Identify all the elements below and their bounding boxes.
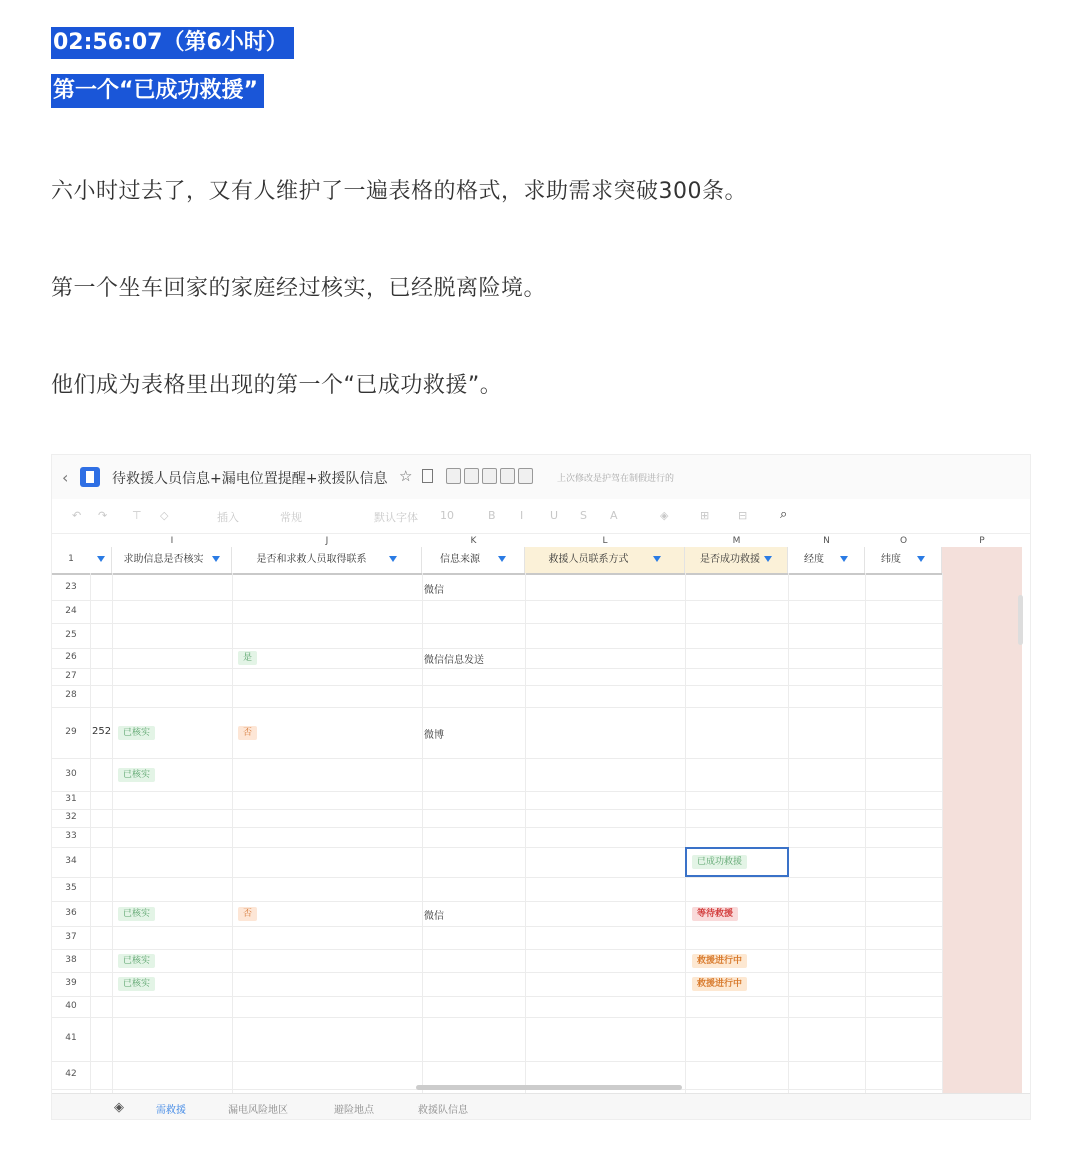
search-icon[interactable]: ⌕ (780, 507, 788, 522)
header-label: 是否和求救人员取得联系 (256, 554, 367, 565)
header-verified[interactable] (112, 547, 232, 573)
row-number[interactable]: 23 (65, 581, 77, 592)
avatar (446, 468, 461, 484)
avatar (500, 468, 515, 484)
header-longitude[interactable] (788, 547, 865, 573)
grid-line (90, 573, 91, 1093)
row-divider (52, 668, 942, 669)
grid-line (865, 573, 866, 1093)
filter-icon[interactable] (97, 556, 105, 562)
column-letter-j[interactable]: J (325, 536, 329, 546)
status-tag[interactable]: 救援进行中 (692, 977, 747, 991)
tab-leakage-risk[interactable]: 漏电风险地区 (228, 1105, 288, 1116)
insert-button[interactable]: 插入 (217, 511, 239, 524)
sheet-tab-bar (52, 1093, 1030, 1120)
filter-icon[interactable] (653, 556, 661, 562)
row-divider (52, 926, 942, 927)
row-number[interactable]: 29 (65, 726, 77, 737)
status-tag[interactable]: 否 (238, 907, 257, 921)
horizontal-scrollbar[interactable] (416, 1085, 682, 1090)
row-divider (52, 1061, 942, 1062)
grid-line (685, 573, 686, 1093)
row-divider (52, 972, 942, 973)
column-letter-i[interactable]: I (170, 536, 174, 546)
tab-shelters[interactable]: 避险地点 (334, 1105, 374, 1116)
fill-color-icon[interactable]: ◈ (660, 509, 669, 522)
row-divider (52, 758, 942, 759)
header-label: 纬度 (881, 554, 901, 565)
row-divider (52, 877, 942, 878)
header-label: 是否成功救援 (700, 554, 760, 565)
header-label: 信息来源 (440, 554, 480, 565)
save-status: 上次修改是护驾在制假进行的 (557, 474, 675, 484)
vertical-scrollbar[interactable] (1018, 595, 1023, 645)
header-divider (52, 573, 942, 575)
row-number[interactable]: 30 (65, 768, 77, 779)
avatar (518, 468, 533, 484)
filter-icon[interactable] (764, 556, 772, 562)
column-p-fill (942, 547, 1022, 1097)
row-number[interactable]: 41 (65, 1033, 77, 1043)
row-divider (52, 791, 942, 792)
status-tag[interactable]: 是 (238, 651, 257, 665)
row-number[interactable]: 26 (65, 652, 77, 662)
row-divider (52, 623, 942, 624)
row-divider (52, 809, 942, 810)
filter-cell-h[interactable] (90, 547, 112, 573)
filter-icon[interactable] (389, 556, 397, 562)
clear-format-icon[interactable]: ◇ (160, 509, 169, 522)
status-tag[interactable]: 已核实 (118, 977, 155, 991)
header-rescued[interactable] (685, 547, 788, 573)
row-divider (52, 996, 942, 997)
paragraph-3: 他们成为表格里出现的第一个“已成功救援”。 (51, 373, 503, 398)
selected-cell[interactable] (685, 847, 789, 877)
row-number[interactable]: 42 (65, 1069, 77, 1079)
header-label: 求助信息是否核实 (123, 554, 204, 565)
tab-need-rescue[interactable]: 需救援 (156, 1101, 186, 1120)
row-divider (52, 600, 942, 601)
row-divider (52, 648, 942, 649)
column-letter-k[interactable]: K (470, 536, 477, 546)
row-number[interactable]: 37 (65, 931, 77, 942)
row-number[interactable]: 36 (65, 907, 77, 918)
grid-line (112, 573, 113, 1093)
row-divider (52, 847, 942, 848)
filter-icon[interactable] (498, 556, 506, 562)
merge-icon[interactable]: ⊟ (738, 509, 748, 522)
back-icon[interactable]: ‹ (62, 468, 69, 487)
undo-icon[interactable]: ↶ (72, 509, 82, 522)
column-letter-n[interactable]: N (823, 536, 830, 546)
row-number[interactable]: 25 (65, 629, 77, 640)
app-logo-icon (80, 467, 100, 487)
column-letter-p[interactable]: P (979, 536, 985, 546)
header-label: 经度 (804, 554, 824, 565)
toolbar (52, 499, 1030, 534)
document-icon[interactable] (422, 469, 433, 483)
time-heading: 02:56:07（第6小时） (51, 27, 294, 59)
strikethrough-button[interactable]: S (580, 509, 587, 522)
text-color-button[interactable]: A (610, 509, 618, 522)
row-divider (52, 707, 942, 708)
row-number[interactable]: 28 (65, 690, 77, 700)
avatar (482, 468, 497, 484)
filter-icon[interactable] (917, 556, 925, 562)
paragraph-1: 六小时过去了，又有人维护了一遍表格的格式，求助需求突破300条。 (51, 179, 747, 204)
status-tag[interactable]: 已成功救援 (692, 855, 747, 869)
header-label: 救援人员联系方式 (548, 554, 629, 565)
title-bar (52, 455, 1030, 499)
row-divider (52, 949, 942, 950)
font-select[interactable]: 默认字体 (374, 511, 418, 524)
row-number[interactable]: 40 (65, 1000, 77, 1011)
collaborator-avatars[interactable] (446, 468, 533, 484)
row-number[interactable]: 38 (65, 954, 77, 965)
layers-icon[interactable]: ◈ (114, 1100, 124, 1115)
format-painter-icon[interactable]: ⊤ (132, 509, 142, 522)
header-latitude[interactable] (865, 547, 942, 573)
status-tag[interactable]: 已核实 (118, 954, 155, 968)
redo-icon[interactable]: ↷ (98, 509, 108, 522)
row-number[interactable]: 31 (65, 794, 77, 804)
bold-button[interactable]: B (488, 509, 496, 522)
grid-line (942, 573, 943, 1093)
cell-source[interactable]: 微博 (424, 729, 444, 741)
grid-line (232, 573, 233, 1093)
italic-button[interactable]: I (520, 509, 524, 522)
row-number[interactable]: 27 (65, 670, 77, 681)
row-number[interactable]: 1 (68, 554, 74, 564)
grid-line (525, 573, 526, 1093)
row-number[interactable]: 34 (65, 856, 77, 866)
status-tag[interactable]: 已核实 (118, 768, 155, 782)
status-tag[interactable]: 否 (238, 726, 257, 740)
column-letter-m[interactable]: M (732, 536, 741, 546)
border-icon[interactable]: ⊞ (700, 509, 710, 522)
row-number[interactable]: 33 (65, 831, 77, 841)
status-tag[interactable]: 救援进行中 (692, 954, 747, 968)
star-icon[interactable]: ☆ (399, 467, 413, 485)
row-divider (52, 901, 942, 902)
row-number[interactable]: 32 (65, 812, 77, 822)
underline-button[interactable]: U (550, 509, 559, 522)
row-number[interactable]: 24 (65, 605, 77, 616)
document-title: 待救援人员信息+漏电位置提醒+救援队信息 (112, 471, 388, 487)
grid-line (422, 573, 423, 1093)
row-number[interactable]: 35 (65, 883, 77, 893)
grid-line (788, 573, 789, 1093)
cell-source[interactable]: 微信信息发送 (424, 655, 484, 666)
status-tag[interactable]: 已核实 (118, 726, 155, 740)
font-size-select[interactable]: 10 (440, 509, 454, 522)
header-rescuer-contact[interactable] (525, 547, 685, 573)
header-contacted[interactable] (232, 547, 422, 573)
column-letter-o[interactable]: O (899, 536, 908, 546)
event-heading: 第一个“已成功救援” (51, 74, 264, 108)
row-number[interactable]: 39 (65, 978, 77, 988)
header-source[interactable] (422, 547, 525, 573)
avatar (464, 468, 479, 484)
column-letter-l[interactable]: L (602, 536, 608, 546)
filter-icon[interactable] (212, 556, 220, 562)
paragraph-2: 第一个坐车回家的家庭经过核实，已经脱离险境。 (51, 276, 547, 301)
row-divider (52, 827, 942, 828)
number-format-button[interactable]: 常规 (280, 511, 302, 524)
row-divider (52, 1017, 942, 1018)
spreadsheet-screenshot (51, 454, 1031, 1120)
cell-source[interactable]: 微信 (424, 910, 444, 922)
status-tag[interactable]: 已核实 (118, 907, 155, 921)
cell-source[interactable]: 微信 (424, 584, 444, 596)
cell-id[interactable]: 252 (92, 725, 112, 737)
tab-rescue-teams[interactable]: 救援队信息 (418, 1105, 468, 1116)
status-tag[interactable]: 等待救援 (692, 907, 738, 921)
row-divider (52, 685, 942, 686)
filter-icon[interactable] (840, 556, 848, 562)
